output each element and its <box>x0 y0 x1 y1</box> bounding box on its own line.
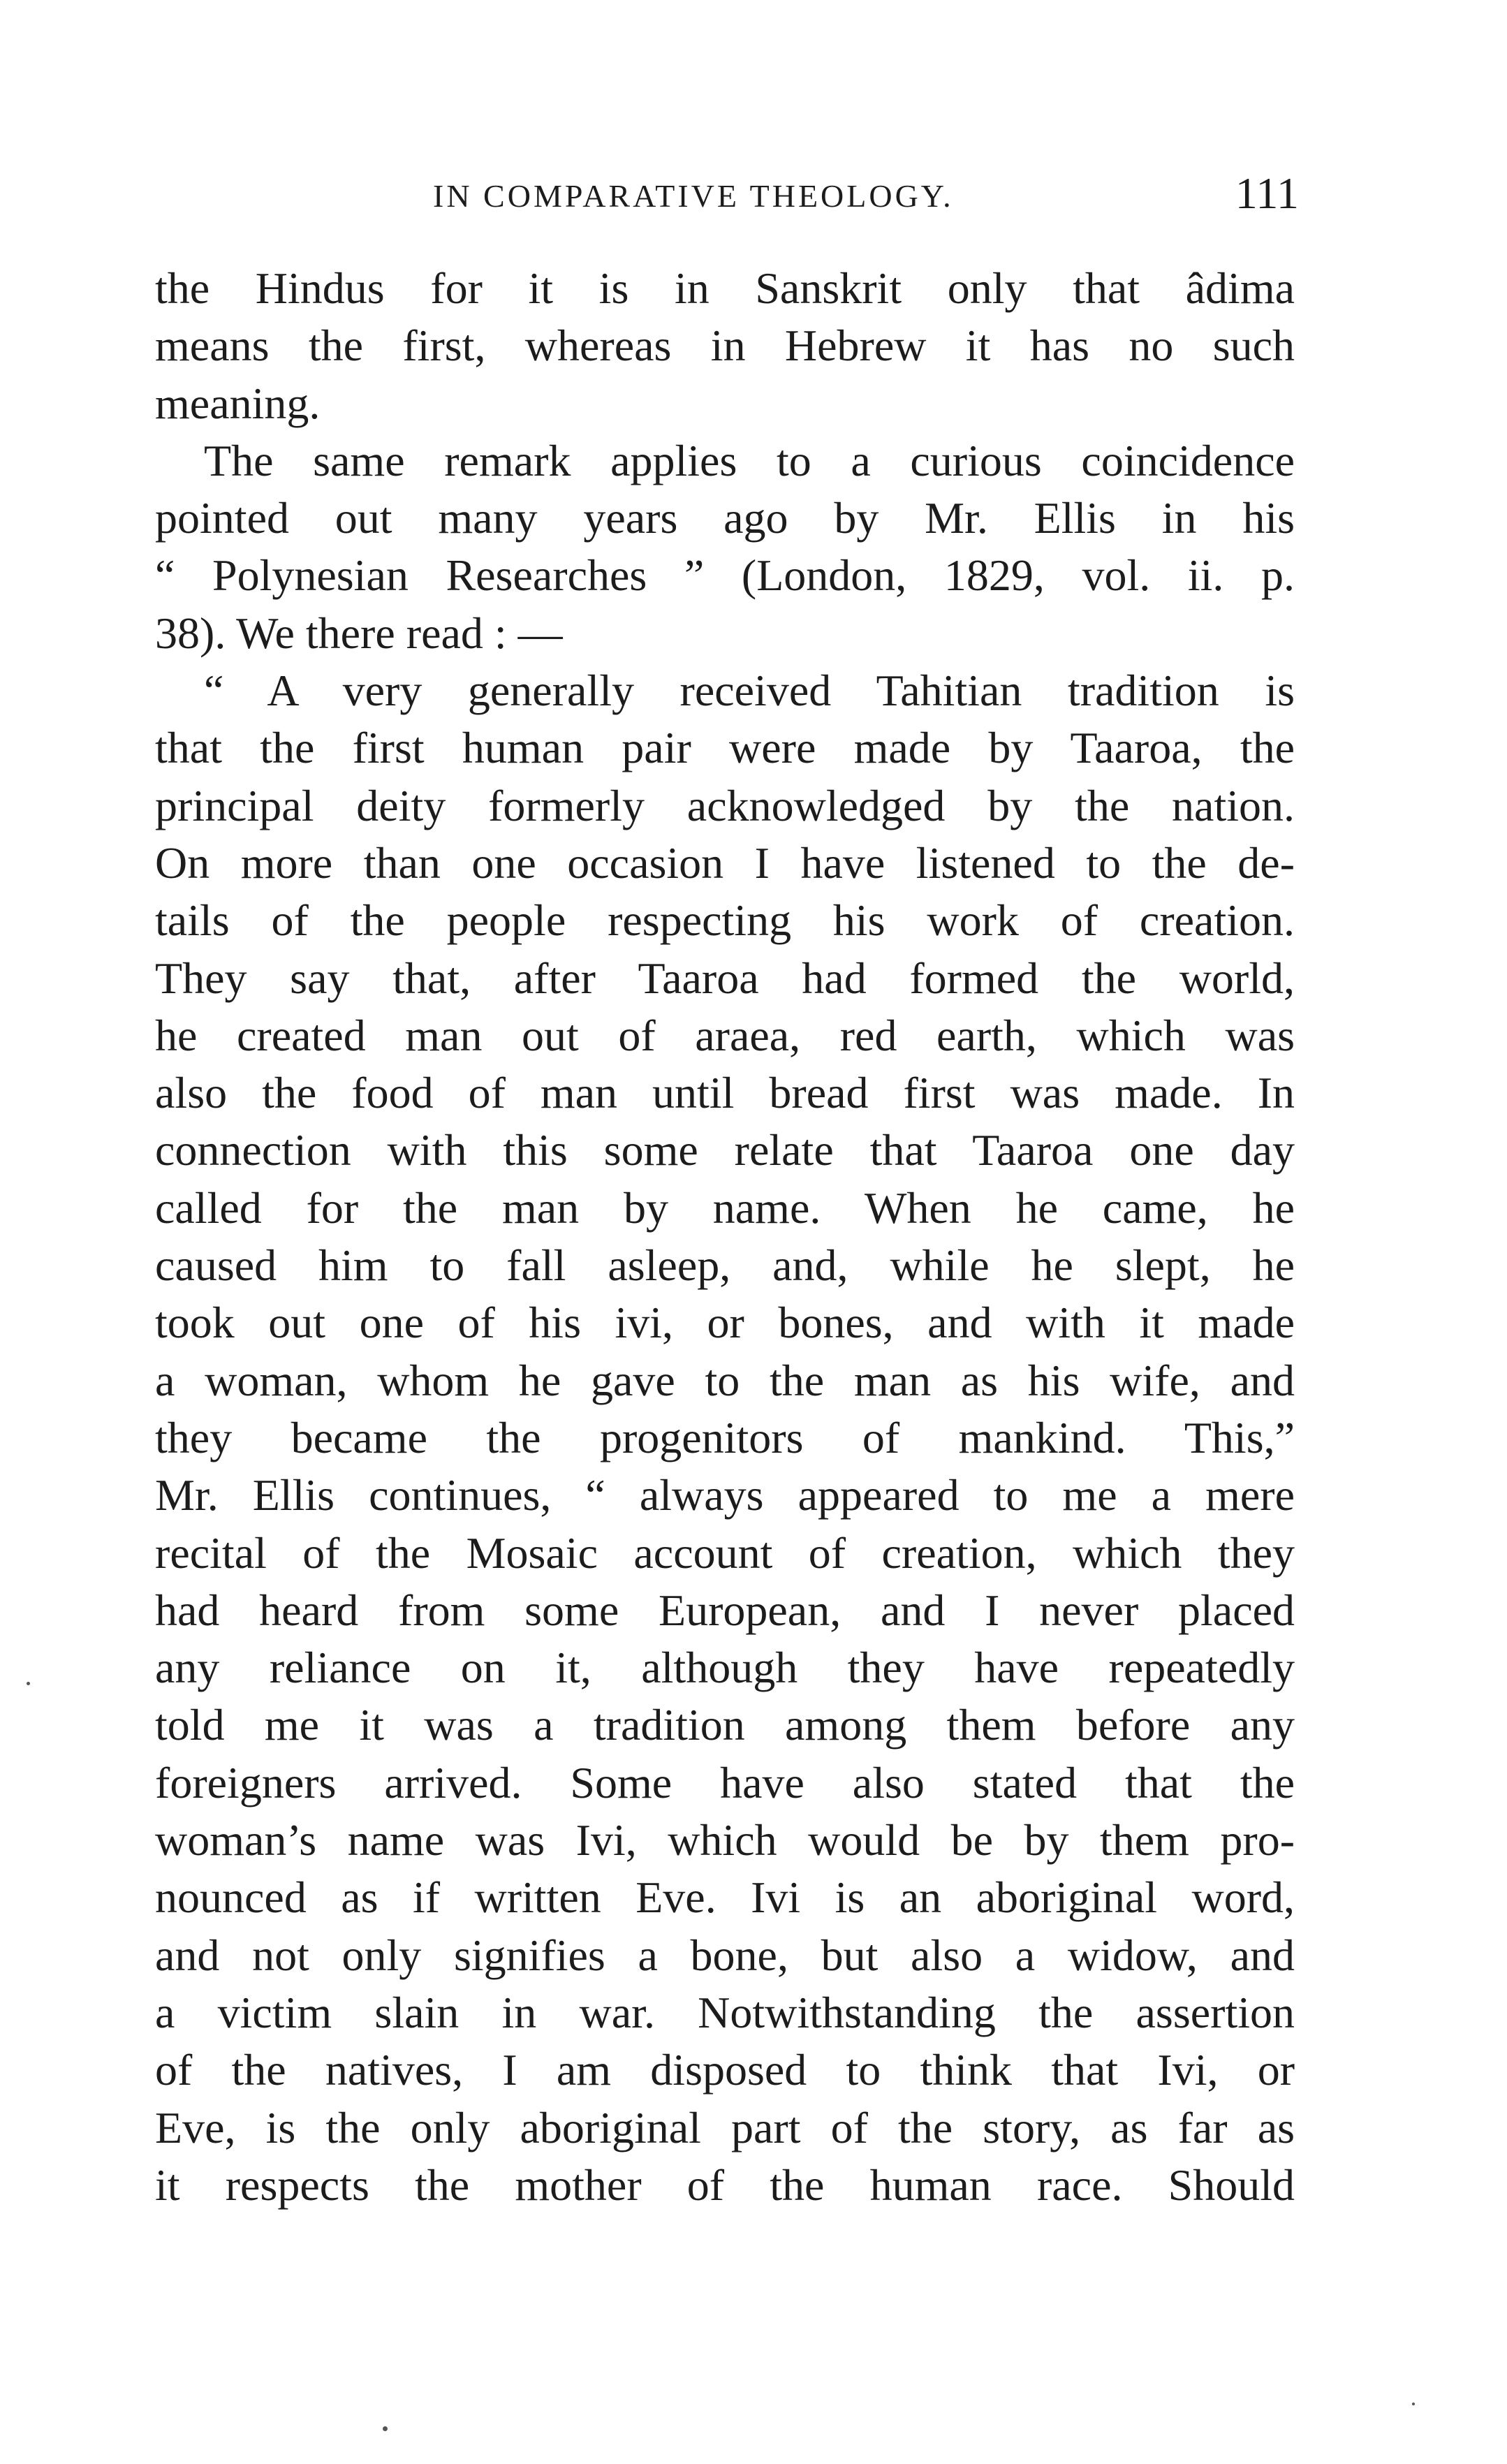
text-line: connection with this some relate that Taaroa one day <box>155 1125 1295 1175</box>
text-line: nounced as if written Eve. Ivi is an aboriginal word, <box>155 1872 1295 1923</box>
text-line: he created man out of araea, red earth, which was <box>155 1010 1295 1060</box>
quote-start-line: “ A very generally received Tahitian tradition is <box>204 666 1295 716</box>
text-line: also the food of man until bread first was made. In <box>155 1068 1295 1118</box>
text-line: meaning. <box>155 378 321 428</box>
paragraph-start-line: The same remark applies to a curious coincidence <box>204 435 1295 485</box>
text-line: and not only signifies a bone, but also a widow, and <box>155 1930 1295 1980</box>
text-line: it respects the mother of the human race. Should <box>155 2159 1295 2210</box>
text-line: the Hindus for it is in Sanskrit only that âdima <box>155 263 1295 313</box>
text-line: took out one of his ivi, or bones, and with it made <box>155 1298 1295 1348</box>
text-line: “ Polynesian Researches ” (London, 1829, vol. ii. p. <box>155 550 1295 601</box>
text-line: of the natives, I am disposed to think that Ivi, or <box>155 2045 1295 2095</box>
text-line: 38). We there read : — <box>155 608 563 658</box>
text-line: told me it was a tradition among them before any <box>155 1700 1295 1750</box>
text-line: a woman, whom he gave to the man as his wife, and <box>155 1355 1295 1405</box>
text-line: They say that, after Taaroa had formed the world, <box>155 953 1295 1003</box>
print-speck <box>1412 2403 1415 2405</box>
print-speck <box>383 2426 388 2431</box>
running-header <box>154 168 1299 223</box>
text-line: that the first human pair were made by Taaroa, the <box>155 723 1295 773</box>
running-title: IN COMPARATIVE THEOLOGY. <box>433 178 954 214</box>
body-text <box>155 260 1295 2214</box>
text-line: On more than one occasion I have listened to the de- <box>155 837 1295 888</box>
text-line: woman’s name was Ivi, which would be by them pro- <box>155 1815 1295 1865</box>
text-line: had heard from some European, and I never placed <box>155 1585 1295 1635</box>
text-line: foreigners arrived. Some have also stated that the <box>155 1757 1295 1807</box>
text-line: caused him to fall asleep, and, while he slept, he <box>155 1240 1295 1291</box>
text-line: any reliance on it, although they have repeatedly <box>155 1643 1295 1693</box>
text-line: called for the man by name. When he came, he <box>155 1182 1295 1233</box>
text-line: tails of the people respecting his work of creation. <box>155 895 1295 946</box>
text-line: recital of the Mosaic account of creation, which they <box>155 1527 1295 1578</box>
text-line: Mr. Ellis continues, “ always appeared to me a mere <box>155 1470 1295 1520</box>
text-line: means the first, whereas in Hebrew it has no such <box>155 321 1295 371</box>
page-number: 111 <box>1235 168 1299 218</box>
text-line: they became the progenitors of mankind. This,” <box>155 1412 1295 1462</box>
text-line: pointed out many years ago by Mr. Ellis in his <box>155 493 1295 543</box>
text-line: a victim slain in war. Notwithstanding the assertion <box>155 1987 1295 2037</box>
text-line: principal deity formerly acknowledged by the nation. <box>155 780 1295 830</box>
print-speck <box>27 1682 30 1685</box>
text-line: Eve, is the only aboriginal part of the story, as far as <box>155 2102 1295 2153</box>
